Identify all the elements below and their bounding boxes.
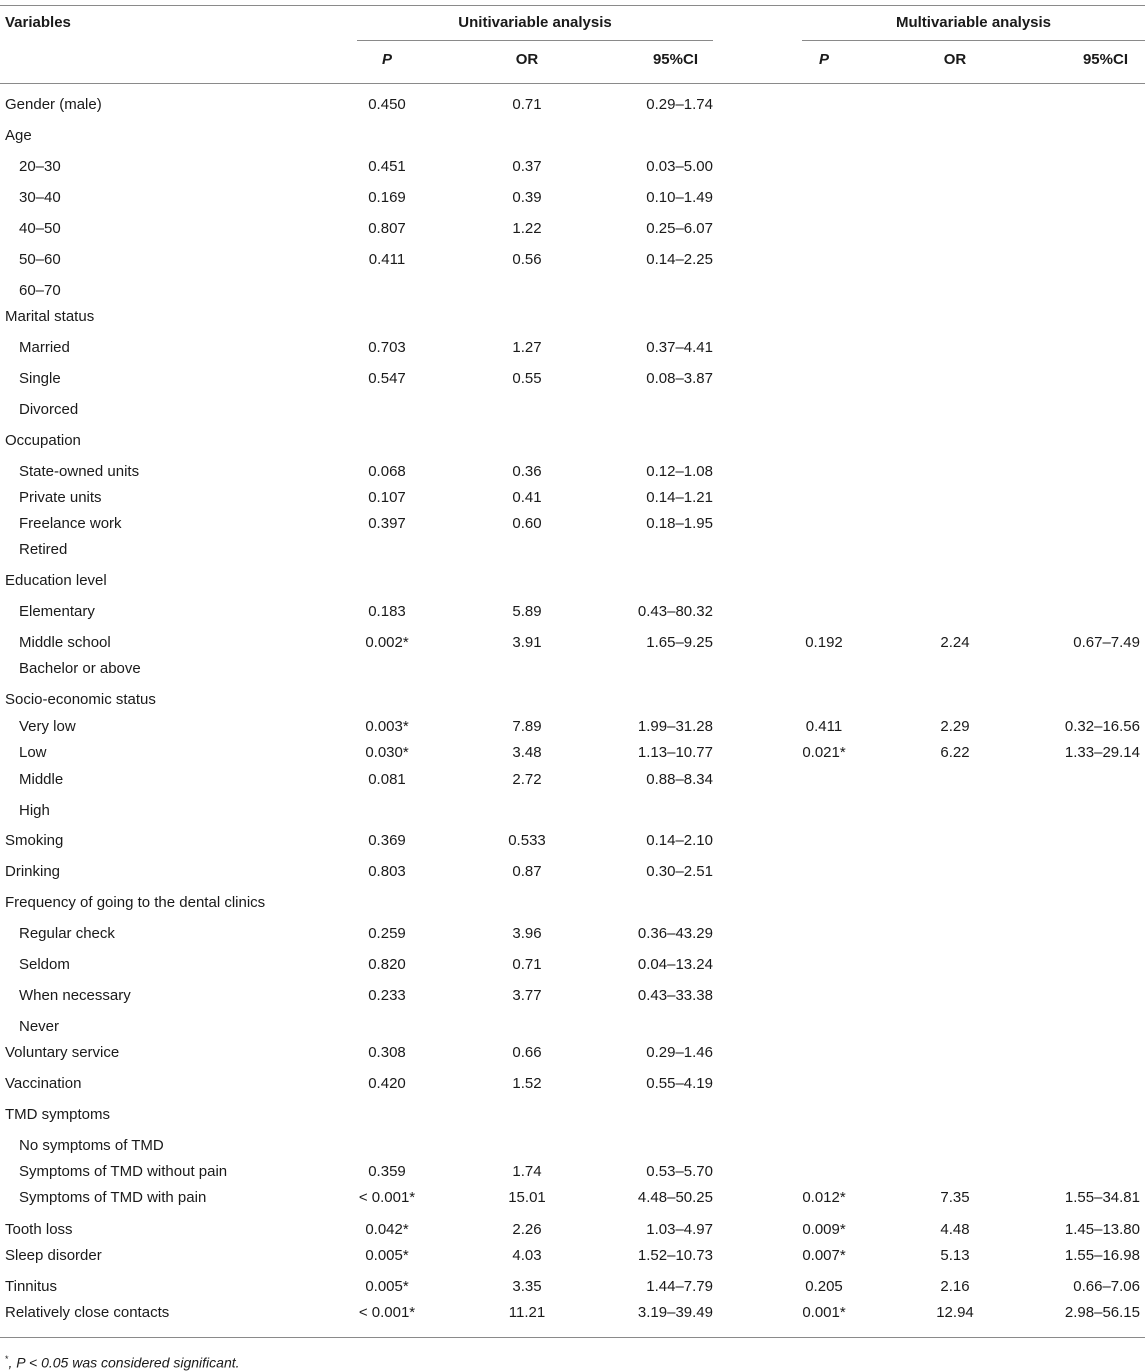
header-group-univariable: Unitivariable analysis: [458, 14, 612, 31]
cell-uni-ci: 0.43–33.38: [637, 987, 713, 1004]
row-label: Vaccination: [5, 1075, 82, 1092]
cell-multi-p: 0.001*: [802, 1304, 846, 1321]
cell-uni-or: 3.96: [512, 925, 542, 942]
cell-uni-ci: 0.30–2.51: [646, 863, 713, 880]
footnote: [5, 1350, 240, 1372]
cell-uni-p: 0.183: [368, 603, 406, 620]
top-rule: [0, 5, 1145, 6]
header-uni-ci: 95%CI: [652, 51, 698, 68]
cell-uni-or: 1.22: [512, 220, 542, 237]
row-label: Drinking: [5, 863, 61, 880]
cell-uni-or: 15.01: [508, 1189, 546, 1206]
row-sublabel: Bachelor or above: [19, 660, 141, 677]
row-sublabel: Middle: [19, 771, 64, 788]
cell-uni-or: 0.87: [512, 863, 542, 880]
row-label: Frequency of going to the dental clinics: [5, 894, 266, 911]
cell-uni-ci: 4.48–50.25: [637, 1189, 713, 1206]
header-rule: [0, 83, 1145, 84]
cell-uni-p: 0.451: [368, 158, 406, 175]
cell-multi-ci: 1.55–34.81: [1064, 1189, 1140, 1206]
cell-uni-p: 0.803: [368, 863, 406, 880]
cell-multi-or: 12.94: [936, 1304, 974, 1321]
cell-uni-ci: 1.03–4.97: [646, 1221, 713, 1238]
cell-uni-or: 1.52: [512, 1075, 542, 1092]
cell-uni-or: 0.533: [508, 832, 546, 849]
cell-uni-or: 3.48: [512, 744, 542, 761]
header-multi-or: OR: [943, 51, 967, 68]
cell-uni-or: 3.77: [512, 987, 542, 1004]
cell-uni-ci: 0.53–5.70: [646, 1163, 713, 1180]
cell-uni-p: 0.233: [368, 987, 406, 1004]
row-label: Sleep disorder: [5, 1247, 102, 1264]
cell-uni-p: 0.308: [368, 1044, 406, 1061]
row-sublabel: Private units: [19, 489, 102, 506]
row-label: Socio-economic status: [5, 691, 156, 708]
cell-uni-ci: 0.04–13.24: [637, 956, 713, 973]
cell-multi-p: 0.205: [805, 1278, 843, 1295]
cell-uni-or: 0.41: [512, 489, 542, 506]
cell-uni-or: 0.39: [512, 189, 542, 206]
cell-uni-or: 2.72: [512, 771, 542, 788]
cell-multi-ci: 2.98–56.15: [1064, 1304, 1140, 1321]
cell-multi-or: 6.22: [940, 744, 970, 761]
cell-uni-ci: 0.18–1.95: [646, 515, 713, 532]
row-label: Smoking: [5, 832, 64, 849]
row-sublabel: Very low: [19, 718, 76, 735]
row-sublabel: Elementary: [19, 603, 95, 620]
cell-uni-ci: 1.13–10.77: [637, 744, 713, 761]
cell-uni-or: 3.91: [512, 634, 542, 651]
cell-uni-or: 0.60: [512, 515, 542, 532]
cell-uni-p: 0.259: [368, 925, 406, 942]
cell-uni-p: 0.002*: [365, 634, 409, 651]
row-sublabel: Divorced: [19, 401, 79, 418]
row-sublabel: High: [19, 802, 50, 819]
header-multi-p: P: [818, 51, 829, 68]
cell-uni-ci: 3.19–39.49: [637, 1304, 713, 1321]
header-group-multivariable: Multivariable analysis: [895, 14, 1052, 31]
cell-uni-p: 0.369: [368, 832, 406, 849]
cell-multi-p: 0.021*: [802, 744, 846, 761]
cell-uni-ci: 0.03–5.00: [646, 158, 713, 175]
cell-uni-p: < 0.001*: [358, 1304, 416, 1321]
group-rule-multi: [802, 40, 1145, 41]
row-label: Tinnitus: [5, 1278, 57, 1295]
cell-uni-p: 0.005*: [365, 1278, 409, 1295]
cell-uni-or: 0.71: [512, 956, 542, 973]
row-sublabel: 60–70: [19, 282, 61, 299]
row-sublabel: When necessary: [19, 987, 131, 1004]
cell-uni-or: 1.74: [512, 1163, 542, 1180]
cell-multi-p: 0.411: [805, 718, 843, 735]
cell-multi-ci: 1.55–16.98: [1064, 1247, 1140, 1264]
cell-multi-or: 2.24: [940, 634, 970, 651]
cell-uni-ci: 0.25–6.07: [646, 220, 713, 237]
cell-uni-ci: 0.37–4.41: [646, 339, 713, 356]
cell-uni-ci: 0.43–80.32: [637, 603, 713, 620]
cell-multi-or: 5.13: [940, 1247, 970, 1264]
cell-multi-ci: 1.45–13.80: [1064, 1221, 1140, 1238]
cell-uni-ci: 0.29–1.46: [646, 1044, 713, 1061]
row-label: TMD symptoms: [5, 1106, 110, 1123]
footnote-text: , P < 0.05 was considered significant.: [8, 1354, 240, 1371]
row-sublabel: Regular check: [19, 925, 115, 942]
row-sublabel: Low: [19, 744, 47, 761]
cell-multi-ci: 0.32–16.56: [1064, 718, 1140, 735]
cell-uni-p: 0.003*: [365, 718, 409, 735]
row-sublabel: Never: [19, 1018, 60, 1035]
cell-multi-or: 2.16: [940, 1278, 970, 1295]
row-sublabel: Married: [19, 339, 70, 356]
cell-uni-p: 0.703: [368, 339, 406, 356]
cell-uni-p: 0.411: [368, 251, 406, 268]
cell-uni-or: 1.27: [512, 339, 542, 356]
cell-uni-p: 0.359: [368, 1163, 406, 1180]
row-sublabel: Symptoms of TMD with pain: [19, 1189, 207, 1206]
cell-uni-p: 0.081: [368, 771, 406, 788]
cell-uni-ci: 0.29–1.74: [646, 96, 713, 113]
cell-uni-p: 0.420: [368, 1075, 406, 1092]
row-label: Relatively close contacts: [5, 1304, 170, 1321]
row-label: Voluntary service: [5, 1044, 120, 1061]
cell-uni-ci: 0.88–8.34: [646, 771, 713, 788]
cell-uni-or: 0.71: [512, 96, 542, 113]
cell-uni-ci: 0.14–2.25: [646, 251, 713, 268]
cell-uni-p: < 0.001*: [358, 1189, 416, 1206]
cell-uni-p: 0.820: [368, 956, 406, 973]
row-label: Gender (male): [5, 96, 102, 113]
cell-uni-ci: 1.99–31.28: [637, 718, 713, 735]
cell-uni-p: 0.042*: [365, 1221, 409, 1238]
cell-uni-or: 2.26: [512, 1221, 542, 1238]
bottom-rule: [0, 1337, 1145, 1338]
cell-uni-p: 0.068: [368, 463, 406, 480]
cell-uni-ci: 1.44–7.79: [646, 1278, 713, 1295]
header-uni-p: P: [381, 51, 392, 68]
cell-uni-p: 0.450: [368, 96, 406, 113]
cell-uni-or: 0.55: [512, 370, 542, 387]
header-uni-or: OR: [515, 51, 539, 68]
cell-uni-ci: 0.12–1.08: [646, 463, 713, 480]
row-sublabel: State-owned units: [19, 463, 140, 480]
row-sublabel: 50–60: [19, 251, 61, 268]
cell-uni-ci: 0.14–1.21: [646, 489, 713, 506]
row-sublabel: Symptoms of TMD without pain: [19, 1163, 228, 1180]
cell-uni-ci: 0.08–3.87: [646, 370, 713, 387]
row-sublabel: 30–40: [19, 189, 61, 206]
cell-uni-ci: 0.55–4.19: [646, 1075, 713, 1092]
row-label: Tooth loss: [5, 1221, 73, 1238]
row-label: Marital status: [5, 308, 95, 325]
cell-multi-or: 4.48: [940, 1221, 970, 1238]
cell-uni-or: 3.35: [512, 1278, 542, 1295]
cell-uni-p: 0.005*: [365, 1247, 409, 1264]
cell-multi-p: 0.012*: [802, 1189, 846, 1206]
cell-uni-or: 0.56: [512, 251, 542, 268]
row-sublabel: Single: [19, 370, 61, 387]
header-multi-ci: 95%CI: [1082, 51, 1128, 68]
cell-multi-ci: 1.33–29.14: [1064, 744, 1140, 761]
cell-uni-or: 4.03: [512, 1247, 542, 1264]
cell-uni-or: 0.66: [512, 1044, 542, 1061]
row-sublabel: Retired: [19, 541, 68, 558]
footnote-marker: *: [5, 1354, 9, 1364]
cell-multi-ci: 0.66–7.06: [1073, 1278, 1140, 1295]
row-sublabel: No symptoms of TMD: [19, 1137, 164, 1154]
cell-multi-or: 7.35: [940, 1189, 970, 1206]
cell-uni-p: 0.547: [368, 370, 406, 387]
cell-uni-ci: 0.36–43.29: [637, 925, 713, 942]
cell-uni-ci: 1.65–9.25: [646, 634, 713, 651]
cell-uni-or: 5.89: [512, 603, 542, 620]
cell-uni-or: 7.89: [512, 718, 542, 735]
header-variables: Variables: [5, 14, 71, 31]
cell-multi-or: 2.29: [940, 718, 970, 735]
cell-uni-p: 0.397: [368, 515, 406, 532]
cell-uni-p: 0.169: [368, 189, 406, 206]
cell-multi-ci: 0.67–7.49: [1073, 634, 1140, 651]
cell-uni-ci: 0.14–2.10: [646, 832, 713, 849]
row-sublabel: 40–50: [19, 220, 61, 237]
cell-uni-or: 0.37: [512, 158, 542, 175]
cell-multi-p: 0.007*: [802, 1247, 846, 1264]
cell-uni-ci: 1.52–10.73: [637, 1247, 713, 1264]
cell-multi-p: 0.192: [805, 634, 843, 651]
row-label: Age: [5, 127, 32, 144]
row-sublabel: 20–30: [19, 158, 61, 175]
group-rule-uni: [357, 40, 713, 41]
cell-uni-p: 0.807: [368, 220, 406, 237]
cell-uni-p: 0.030*: [365, 744, 409, 761]
row-sublabel: Seldom: [19, 956, 70, 973]
cell-uni-p: 0.107: [368, 489, 406, 506]
row-sublabel: Freelance work: [19, 515, 122, 532]
row-sublabel: Middle school: [19, 634, 111, 651]
row-label: Occupation: [5, 432, 81, 449]
cell-uni-ci: 0.10–1.49: [646, 189, 713, 206]
cell-multi-p: 0.009*: [802, 1221, 846, 1238]
cell-uni-or: 0.36: [512, 463, 542, 480]
row-label: Education level: [5, 572, 107, 589]
cell-uni-or: 11.21: [508, 1304, 546, 1321]
